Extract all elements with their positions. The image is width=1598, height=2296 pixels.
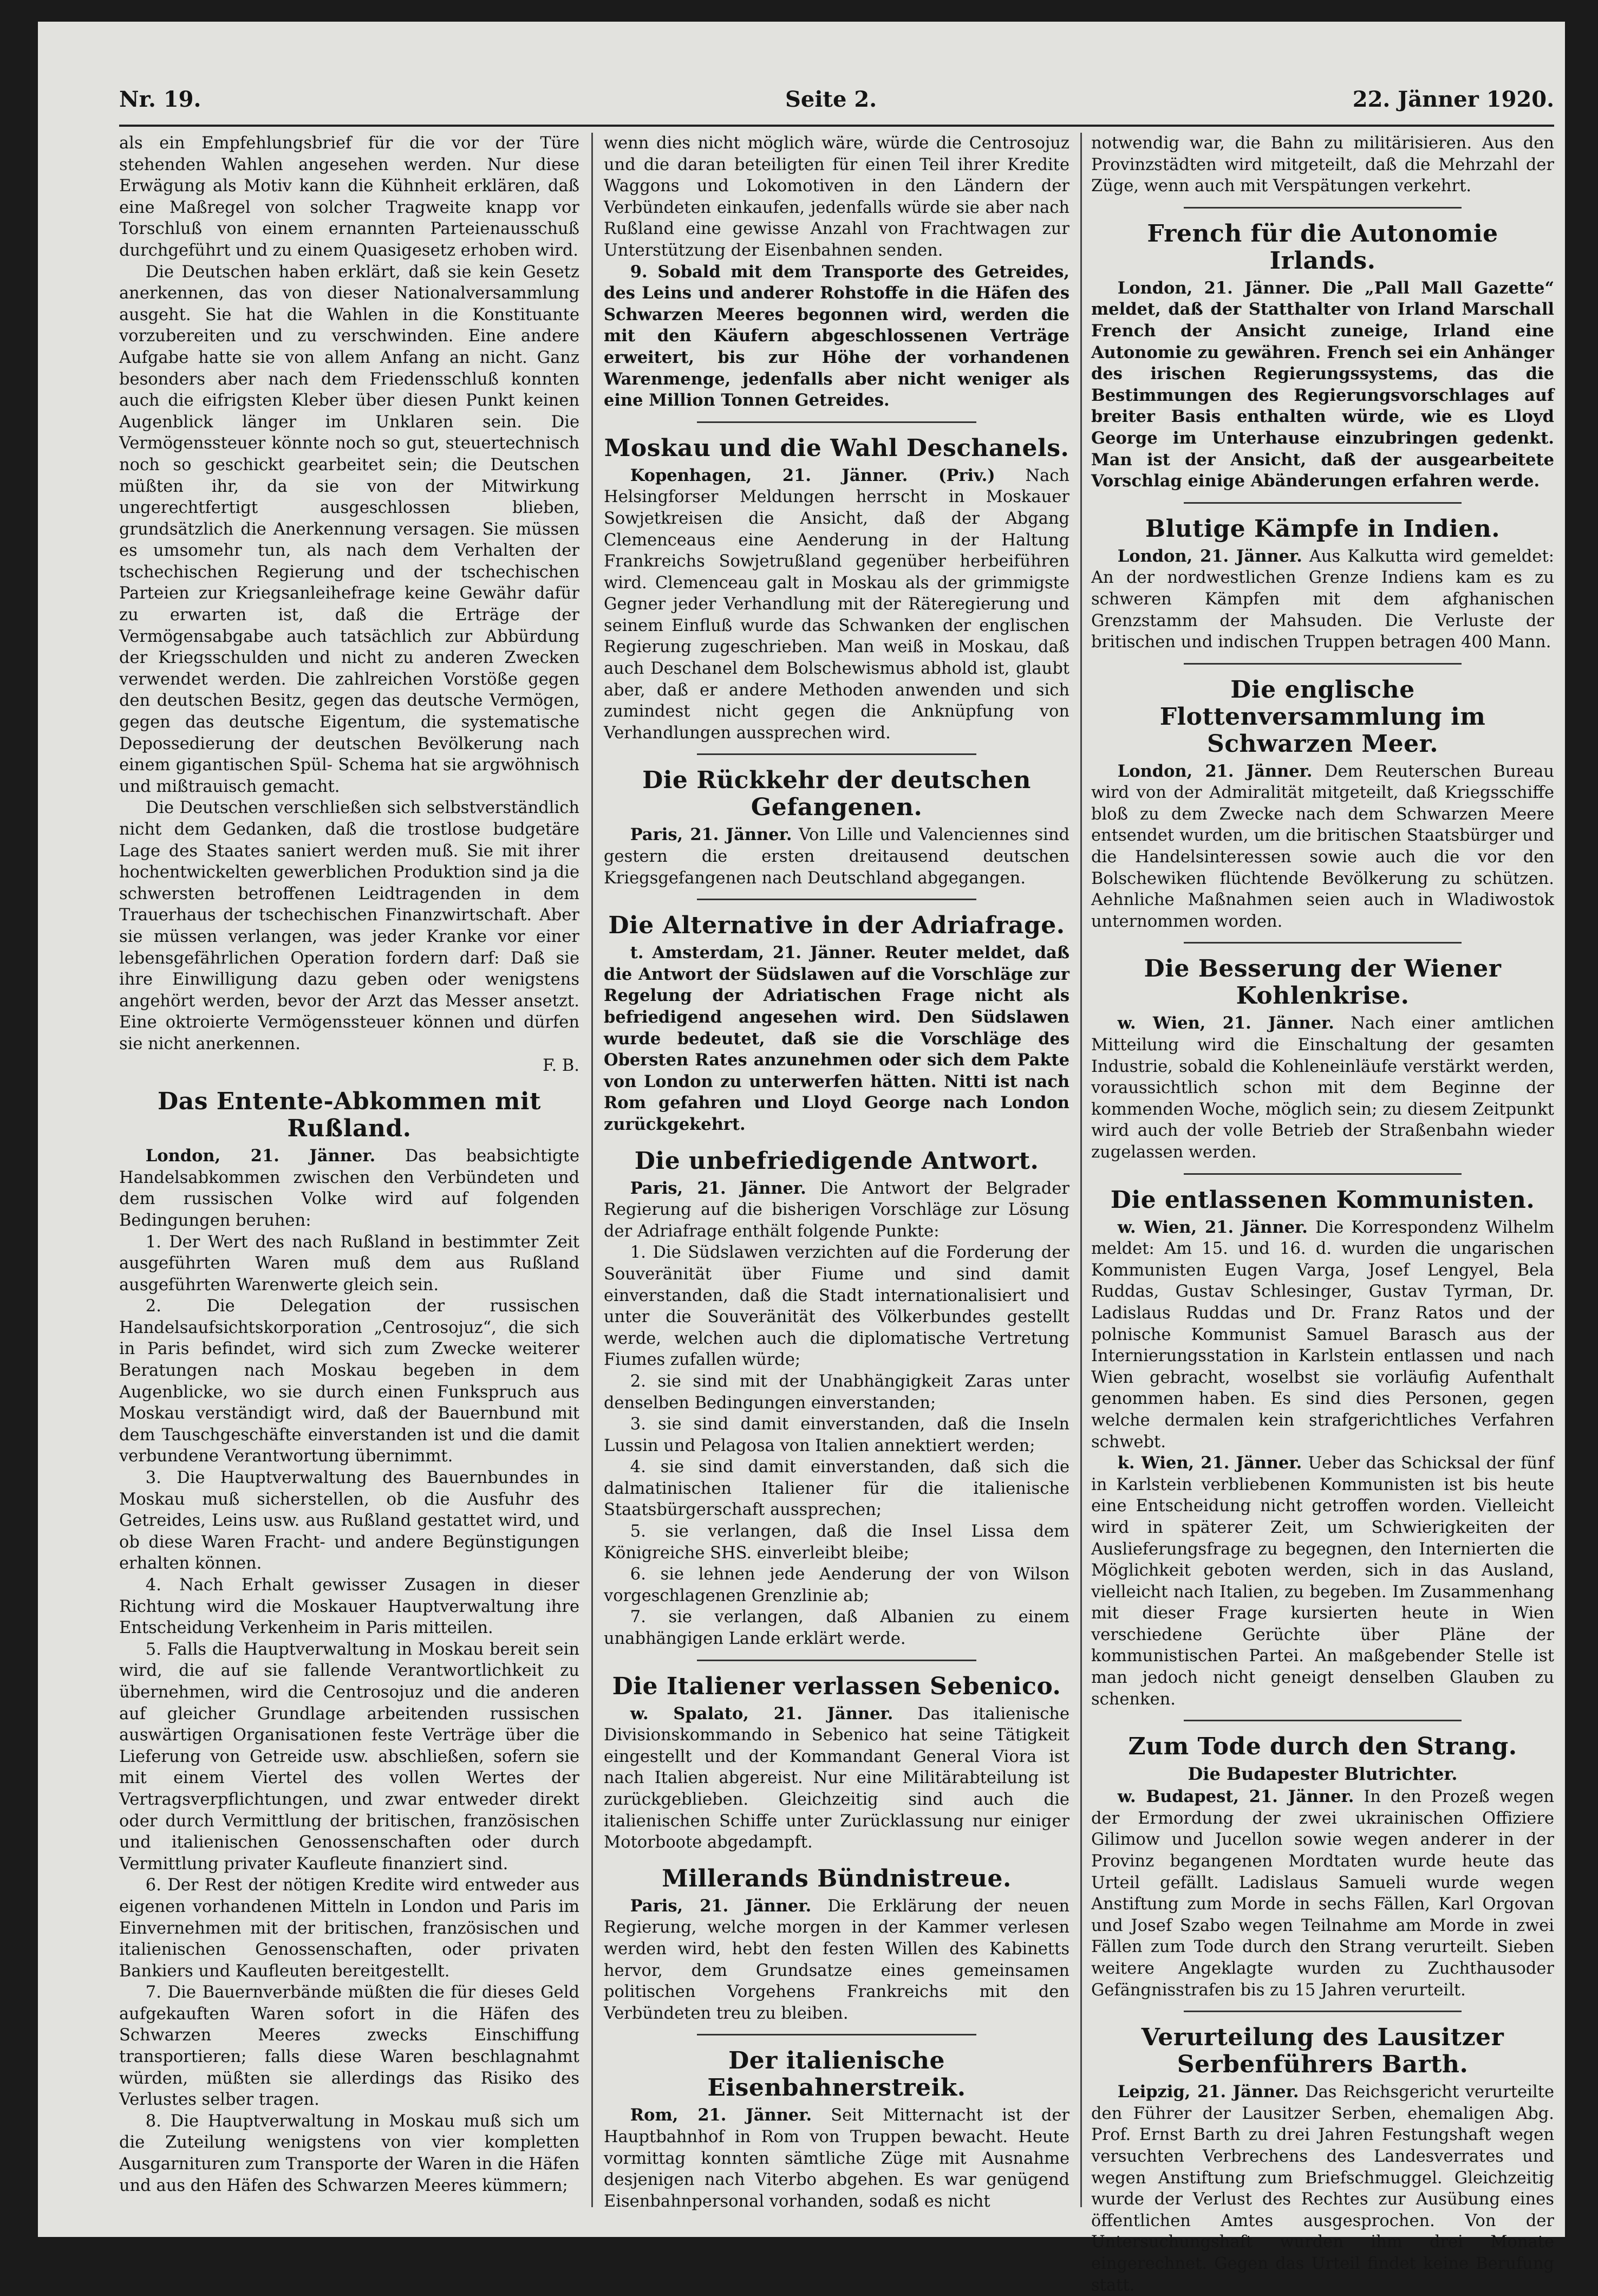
article-separator [1184, 2011, 1462, 2012]
article-text: Das italienische Divisionskommando in Sebenico hat seine Tätigkeit eingestellt und der Kommandant General Viora ist nach Italien abgereist. Nur eine Militärabteilung ist zurückgeblieben. Gleichzeitig sind auch die italienischen Schiffe unter Zurücklassung nur einiger Motorboote abgedampft. [604, 1704, 1069, 1852]
author-signature: F. B. [543, 1056, 579, 1075]
column-rule-2 [1080, 133, 1082, 2207]
paragraph: Die Deutschen verschließen sich selbstverständlich nicht dem Gedanken, daß die trostlose budgetäre Lage des Staates saniert werden muß. Sie mit ihrer hochentwickelten gewerblichen Produktion sind ja die schwersten betroffenen Leidtragenden in dem Trauerhaus der tschechischen Finanzwirtschaft. Aber sie müssen verlangen, was jeder Kranke vor einer lebensgefährlichen Operation fordern darf: Daß sie ihre Einwilligung dazu geben oder wenigstens angehört werden, bevor der Arzt das Messer ansetzt. Eine oktroierte Vermögenssteuer können und dürfen sie nicht anerkennen. [119, 798, 579, 1053]
article-text: Von Lille und Valenciennes sind gestern die ersten dreitausend deutschen Kriegsgefangenen nach Deutschland abgegangen. [604, 825, 1069, 888]
article-separator [697, 1660, 976, 1661]
article-text: Aus Kalkutta wird gemeldet: An der nordwestlichen Grenze Indiens kam es zu schweren Kämpfen mit dem afghanischen Grenzstamm der Mahsuden. Die Verluste der britischen und indischen Truppen betragen 400 Mann. [1091, 547, 1555, 652]
article-text: Die „Pall Mall Gazette“ meldet, daß der Statthalter von Irland Marschall French der Ansicht zuneige, Irland eine Autonomie zu gewähren. French sei ein Anhänger des irischen Regierungssystems, das die Bestimmungen des Regierungsvorschlages auf breiter Basis enthalten würde, wie es Lloyd George im Unterhause einzubringen gedenkt. Man ist der Ansicht, daß der ausgearbeitete Vorschlag einige Abänderungen erfahren werde. [1091, 278, 1555, 491]
article-separator [697, 421, 976, 423]
list-item: 6. sie lehnen jede Aenderung der von Wilson vorgeschlagenen Grenzlinie ab; [604, 1565, 1069, 1605]
article-separator [697, 899, 976, 900]
article-separator [1184, 1720, 1462, 1721]
article-headline: Die Besserung der Wiener Kohlenkrise. [1144, 955, 1502, 1010]
list-item: 9. Sobald mit dem Transporte des Getreides, des Leins und anderer Rohstoffe in die Häfen des Schwarzen Meeres begonnen wird, werden die mit den Käufern abgeschlossenen Verträge erweitert, bis zur Höhe der vorhandenen Warenmenge, jedenfalls aber nicht weniger als eine Million Tonnen Getreides. [604, 262, 1069, 411]
article-text: Dem Reuterschen Bureau wird von der Admiralität mitgeteilt, daß Kriegsschiffe bloß zu dem Zwecke nach dem Schwarzen Meere entsendet wurden, um die britischen Staatsbürger und die Handelsinteressen sowie auch die vor den Bolschewiken flüchtende Bevölkerung zu schützen. Aehnliche Maßnahmen seien auch in Wladiwostok unternommen worden. [1091, 762, 1554, 931]
paragraph: als ein Empfehlungsbrief für die vor der Türe stehenden Wahlen angesehen werden. Nur diese Erwägung als Motiv kann die Kühnheit erklären, daß eine Maßregel von solcher Tragweite knapp vor Torschluß von einem ernannten Parteienausschuß durchgeführt und zu einem Quasigesetz erhoben wird. [119, 134, 579, 260]
article-headline: Zum Tode durch den Strang. [1128, 1733, 1517, 1761]
issue-date: 22. Jänner 1920. [1352, 87, 1554, 112]
paragraph: notwendig war, die Bahn zu militärisieren. Aus den Provinzstädten wird mitgeteilt, daß die Mehrzahl der Züge, wenn auch mit Verspätungen verkehrt. [1091, 134, 1554, 196]
issue-number: Nr. 19. [119, 87, 201, 112]
article-text: Seit Mitternacht ist der Hauptbahnhof in Rom von Truppen bewacht. Heute vormittag konnten sämtliche Züge mit Ausnahme desjenigen nach Viterbo abgehen. Es war genügend Eisenbahnpersonal vorhanden, sodaß es nicht [604, 2106, 1070, 2211]
list-item: 5. sie verlangen, daß die Insel Lissa dem Königreiche SHS. einverleibt bleibe; [604, 1522, 1069, 1563]
column-rule-1 [591, 133, 593, 2207]
article-separator [1184, 942, 1462, 944]
article-separator [697, 2034, 976, 2035]
column-2 [604, 133, 1070, 2211]
article-headline: Der italienische Eisenbahnerstreik. [707, 2047, 966, 2102]
dateline: Paris, 21. Jänner. [630, 1896, 812, 1916]
article-headline: Die englische Flottenversammlung im Schwarzen Meer. [1159, 675, 1486, 758]
article-headline: Millerands Bündnistreue. [662, 1864, 1012, 1892]
dateline: w. Budapest, 21. Jänner. [1117, 1787, 1354, 1807]
article-text: Reuter meldet, daß die Antwort der Südslawen auf die Vorschläge zur Regelung der Adriatischen Frage nicht als befriedigend angesehen wird. Den Südslawen wurde bedeutet, daß sie die Vorschläge des Obersten Rates anzunehmen oder sich dem Pakte von London zu unterwerfen hätten. Nitti ist nach Rom gefahren und Lloyd George nach London zurückgekehrt. [604, 943, 1069, 1134]
list-item: 1. Die Südslawen verzichten auf die Forderung der Souveränität über Fiume und sind damit einverstanden, daß die Stadt internationalisiert und unter die Souveränität des Völkerbundes gestellt werde, welchen auch die diplomatische Vertretung Fiumes zufallen würde; [604, 1243, 1069, 1370]
article-separator [1184, 1173, 1462, 1175]
dateline: London, 21. Jänner. [1117, 546, 1302, 566]
article-separator [697, 753, 976, 755]
list-item: 5. Falls die Hauptverwaltung in Moskau bereit sein wird, die auf sie fallende Verantwortlichkeit zu übernehmen, wird die Centrosojuz und die anderen auf gleicher Grundlage arbeitenden russischen auswärtigen Organisationen feste Verträge über die Lieferung von Getreide usw. abschließen, sofern sie mit einem Viertel des vollen Wertes der Vertragsverpflichtungen, und zwar entweder direkt oder durch Vermittlung der britischen, französischen und italienischen Genossenschaften oder durch Vermittlung privater Kaufleute finanziert sind. [119, 1640, 579, 1874]
article-text: Nach einer amtlichen Mitteilung wird die Einschaltung der gesamten Industrie, sobald die Kohleneinläufe verstärkt werden, voraussichtlich schon mit dem Beginne der kommenden Woche, möglich sein; zu diesem Zeitpunkt wird auch der volle Betrieb der Straßenbahn wieder zugelassen werden. [1091, 1014, 1554, 1162]
list-item: 4. sie sind damit einverstanden, daß sich die dalmatinischen Italiener für die italienische Staatsbürgerschaft aussprechen; [604, 1458, 1069, 1520]
dateline: w. Wien, 21. Jänner. [1117, 1217, 1308, 1237]
article-text: Das Reichsgericht verurteilte den Führer der Lausitzer Serben, ehemaligen Abg. Prof. Ernst Barth zu drei Jahren Festungshaft wegen versuchten Verbrechens des Landesverrates und wegen Anstiftung zum Briefschmuggel. Gleichzeitig wurde der Verlust des Rechtes zur Ausübung eines öffentlichen Amtes ausgesprochen. Von der Untersuchungshaft wurden ihm drei Monate eingerechnet. Gegen das Urteil findet keine Berufung statt. [1091, 2083, 1555, 2295]
column-1 [119, 133, 579, 2207]
header-rule [119, 125, 1554, 127]
list-item: 4. Nach Erhalt gewisser Zusagen in dieser Richtung wird die Moskauer Hauptverwaltung ihre Entscheidung Verkenheim in Paris mitteilen. [119, 1576, 579, 1638]
column-3 [1091, 133, 1555, 2295]
article-text: In den Prozeß wegen der Ermordung der zwei ukrainischen Offiziere Gilimow und Jucellon sowie wegen anderer in der Provinz begangenen Mordtaten wurde heute das Urteil gefällt. Ladislaus Samueli wurde wegen Anstiftung zum Morde in sechs Fällen, Karl Orgovan und Josef Szabo wegen Teilnahme am Morde in zwei Fällen zum Tode durch den Strang verurteilt. Sieben weitere Angeklagte wurden zu Zuchthausoder Gefängnisstrafen bis zu 15 Jahren verurteilt. [1091, 1787, 1554, 2000]
article-headline: Moskau und die Wahl Deschanels. [604, 434, 1069, 462]
list-item: 2. Die Delegation der russischen Handelsaufsichtskorporation „Centrosojuz“, die sich in Paris befindet, wird sich zum Zwecke weiterer Beratungen nach Moskau begeben in dem Augenblicke, wo sie durch einen Funkspruch aus Moskau verständigt wird, daß der Bauernbund mit dem Tauschgeschäfte einverstanden ist und die damit verbundene Verantwortung übernimmt. [119, 1297, 579, 1466]
dateline: Kopenhagen, 21. Jänner. (Priv.) [630, 465, 995, 485]
dateline: London, 21. Jänner. [1117, 278, 1310, 298]
article-text: Ueber das Schicksal der fünf in Karlstein verbliebenen Kommunisten ist bis heute eine Entscheidung nicht getroffen worden. Vielleicht wird in späterer Zeit, um Schwierigkeiten der Auslieferungsfrage zu begegnen, den Internierten die Möglichkeit geboten werden, sich in das Ausland, vielleicht nach Italien, zu begeben. Im Zusammenhang mit dieser Frage kursierten heute in Wien verschiedene Gerüchte über Pläne der kommunistischen Partei. An maßgebender Stelle ist man jedoch nicht geneigt denselben Glauben zu schenken. [1091, 1454, 1554, 1709]
page-number: Seite 2. [785, 87, 877, 112]
dateline: Rom, 21. Jänner. [630, 2105, 812, 2125]
article-text: Die Erklärung der neuen Regierung, welche morgen in der Kammer verlesen werden wird, hebt den festen Willen des Kabinetts hervor, dem Grundsatze eines gemeinsamen politischen Vorgehens Frankreichs mit den Verbündeten treu zu bleiben. [604, 1896, 1069, 2023]
dateline: w. Spalato, 21. Jänner. [630, 1703, 893, 1723]
article-headline: Blutige Kämpfe in Indien. [1145, 515, 1501, 543]
list-item: 8. Die Hauptverwaltung in Moskau muß sich um die Zuteilung wenigstens von vier kompletten Ausgarnituren zum Transporte der Waren in die Häfen und aus den Häfen des Schwarzen Meeres kümmern; [119, 2111, 579, 2195]
dateline: London, 21. Jänner. [145, 1146, 376, 1166]
dateline: t. Amsterdam, 21. Jänner. [630, 943, 876, 963]
article-separator [1184, 207, 1462, 209]
list-item: 2. sie sind mit der Unabhängigkeit Zaras unter denselben Bedingungen einverstanden; [604, 1371, 1069, 1413]
article-headline: Die entlassenen Kommunisten. [1110, 1186, 1535, 1214]
newspaper-page [38, 22, 1565, 2295]
list-item: 7. sie verlangen, daß Albanien zu einem unabhängigen Lande erklärt werde. [604, 1608, 1069, 1649]
dateline: k. Wien, 21. Jänner. [1117, 1453, 1302, 1473]
dateline: Paris, 21. Jänner. [630, 825, 792, 845]
article-text: Das beabsichtigte Handelsabkommen zwischen den Verbündeten und dem russischen Volke wird auf folgenden Bedingungen beruhen: [119, 1147, 579, 1230]
article-headline: Verurteilung des Lausitzer Serbenführers Barth. [1141, 2024, 1504, 2079]
dateline: w. Wien, 21. Jänner. [1117, 1013, 1334, 1033]
list-item: 6. Der Rest der nötigen Kredite wird entweder aus eigenen vorhandenen Mitteln in London und Paris im Einvernehmen mit der britischen, französischen und italienischen Genossenschaften, oder privaten Bankiers und Kaufleuten bereitgestellt. [119, 1876, 579, 1981]
article-separator [1184, 502, 1462, 504]
list-item: 7. Die Bauernverbände müßten die für dieses Geld aufgekauften Waren sofort in die Häfen des Schwarzen Meeres zwecks Einschiffung transportieren; falls diese Waren beschlagnahmt würden, müßten sie allerdings das Risiko des Verlustes selber tragen. [119, 1983, 579, 2110]
list-item: 3. sie sind damit einverstanden, daß die Inseln Lussin und Pelagosa von Italien annektiert werden; [604, 1415, 1069, 1455]
article-text: Die Korrespondenz Wilhelm meldet: Am 15. und 16. d. wurden die ungarischen Kommunisten Eugen Varga, Josef Lengyel, Bela Ruddas, Gustav Schlesinger, Gustav Tyrman, Dr. Ladislaus Ruddas und Dr. Franz Ratos und der polnische Kommunist Samuel Barasch aus der Internierungsstation in Karlstein entlassen und nach Wien gebracht, woselbst sie vorläufig Aufenthalt genommen haben. Es sind dies Personen, gegen welche dermalen kein strafgerichtliches Verfahren schwebt. [1091, 1218, 1554, 1452]
article-headline: Das Entente-Abkommen mit Rußland. [158, 1088, 541, 1143]
dateline: Leipzig, 21. Jänner. [1117, 2082, 1299, 2102]
list-item: 1. Der Wert des nach Rußland in bestimmter Zeit ausgeführten Waren muß dem aus Rußland ausgeführten Warenwerte gleich sein. [119, 1232, 579, 1295]
article-text: Die Antwort der Belgrader Regierung auf die bisherigen Vorschläge zur Lösung der Adriafrage enthält folgende Punkte: [604, 1179, 1069, 1241]
dateline: Paris, 21. Jänner. [630, 1178, 806, 1198]
article-headline: Die unbefriedigende Antwort. [634, 1147, 1039, 1175]
article-headline: French für die Autonomie Irlands. [1147, 219, 1498, 275]
list-item: 3. Die Hauptverwaltung des Bauernbundes in Moskau muß sicherstellen, ob die Ausfuhr des Getreides, Leins usw. aus Rußland gestattet wird, und ob diese Waren Fracht- und andere Begünstigungen erhalten können. [119, 1468, 579, 1573]
article-headline: Die Rückkehr der deutschen Gefangenen. [642, 766, 1031, 822]
page-header [119, 81, 1554, 125]
article-headline: Die Italiener verlassen Sebenico. [612, 1672, 1061, 1700]
article-text: Nach Helsingforser Meldungen herrscht in Moskauer Sowjetkreisen die Ansicht, daß der Abgang Clemenceaus eine Aenderung in der Haltung Frankreichs Sowjetrußland gegenüber herbeiführen wird. Clemenceau galt in Moskau als der grimmigste Gegner jeder Verhandlung mit der Räteregierung und seinem Einfluß wurde das Schwanken der englischen Regierung zugeschrieben. Man weiß in Moskau, daß auch Deschanel dem Bolschewismus abhold ist, glaubt aber, daß er andere Methoden anwenden und sich zumindest nicht gegen die Anknüpfung von Verhandlungen aussprechen wird. [604, 466, 1070, 743]
article-separator [1184, 663, 1462, 665]
article-headline: Die Alternative in der Adriafrage. [608, 912, 1065, 940]
paragraph: wenn dies nicht möglich wäre, würde die Centrosojuz und die daran beteiligten für einen Teil ihrer Kredite Waggons und Lokomotiven in den Ländern der Verbündeten einkaufen, jedenfalls würde sie aber nach Rußland eine gewisse Anzahl von Frachtwagen zur Unterstützung der Eisenbahnen senden. [604, 134, 1069, 260]
article-subheadline: Die Budapester Blutrichter. [1188, 1764, 1458, 1785]
paragraph: Die Deutschen haben erklärt, daß sie kein Gesetz anerkennen, das von dieser Nationalversammlung ausgeht. Sie hat die Wahlen in die Konstituante vorzubereiten und zu verschwinden. Eine andere Aufgabe hatte sie von allem Anfang an nicht. Ganz besonders aber nach dem Friedensschluß konnten auch die eifrigsten Kleber über diesen Punkt keinen Augenblick länger im Unklaren sein. Die Vermögenssteuer könnte noch so gut, steuertechnisch noch so geschickt gearbeitet sein; die Deutschen müßten ihr, da sie von der Mitwirkung ungerechtfertigt ausgeschlossen blieben, grundsätzlich die Anerkennung versagen. Sie müssen es umsomehr tun, als nach dem Verhalten der tschechischen Regierung und der tschechischen Parteien zur Kriegsanleihefrage keine Gewähr dafür zu erwarten ist, daß die Erträge der Vermögensabgabe auch tatsächlich zur Abbürdung der Kriegsschulden und nicht zu anderen Zwecken verwendet werden. Die zahlreichen Vorstöße gegen den deutschen Besitz, gegen das deutsche Vermögen, gegen das deutsche Eigentum, die systematische Depossedierung der deutschen Bevölkerung nach einem gigantischen Spül- Schema hat sie argwöhnisch und mißtrauisch gemacht. [119, 262, 579, 796]
dateline: London, 21. Jänner. [1117, 761, 1313, 781]
